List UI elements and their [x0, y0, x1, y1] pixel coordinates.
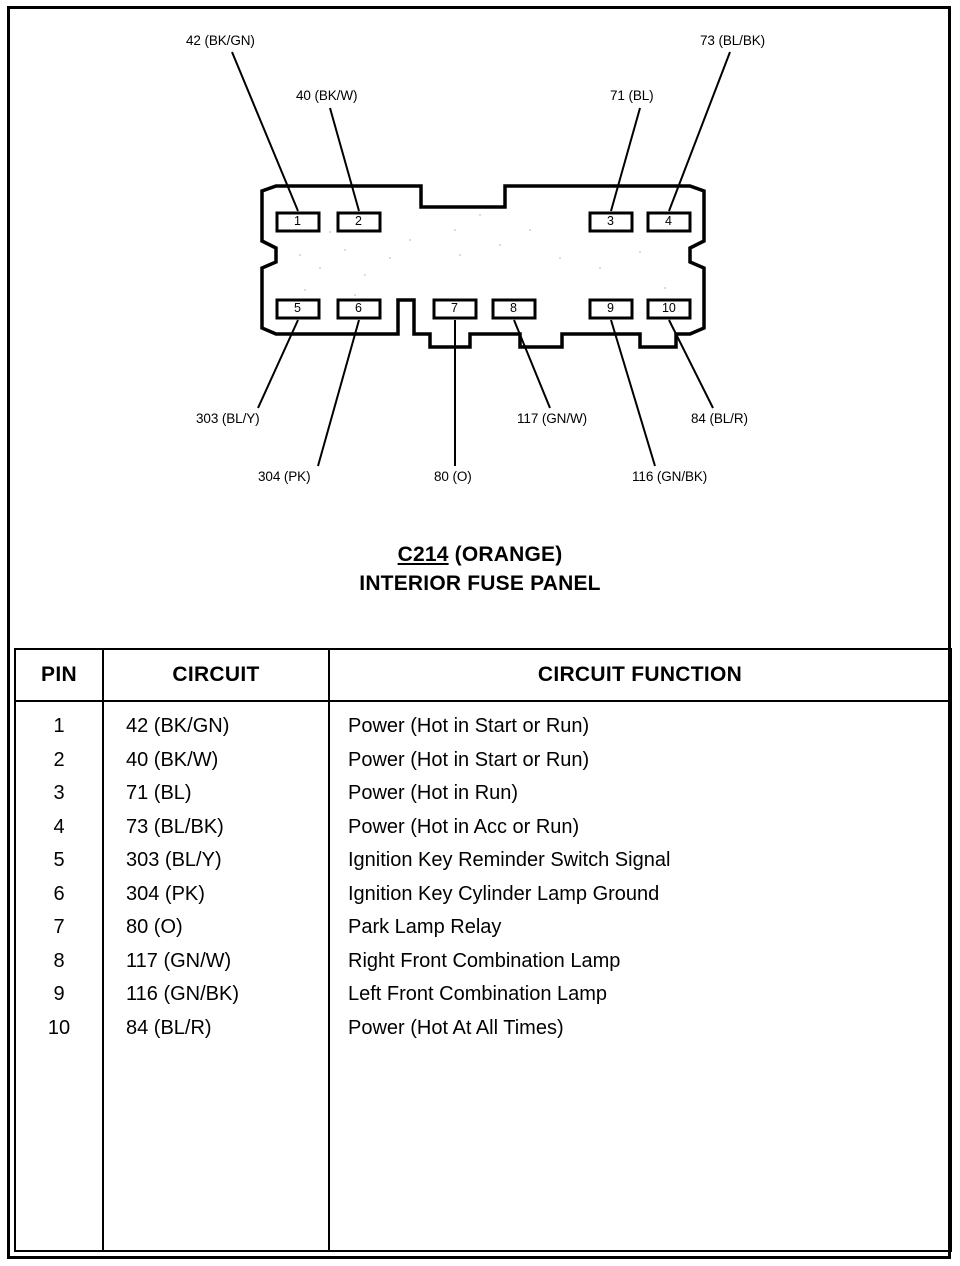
header-circuit-function: CIRCUIT FUNCTION [329, 649, 951, 701]
pin-number-4: 4 [665, 214, 672, 228]
pin-table-wrap [14, 648, 944, 1252]
header-circuit: CIRCUIT [103, 649, 329, 701]
callout-71-bl: 71 (BL) [610, 88, 654, 103]
pin-number-10: 10 [662, 301, 676, 315]
list-item: 73 (BL/BK) [126, 815, 224, 838]
callout-80-o: 80 (O) [434, 469, 472, 484]
list-item: 6 [53, 882, 65, 905]
list-item: 1 [53, 715, 65, 737]
pin-number-6: 6 [355, 301, 362, 315]
pin-number-7: 7 [451, 301, 458, 315]
pin-list [16, 710, 102, 1045]
pin-table [14, 648, 952, 1252]
circuit-column [103, 701, 329, 1251]
pin-column [15, 701, 103, 1251]
list-item: Park Lamp Relay [348, 916, 502, 938]
header-pin: PIN [15, 649, 103, 701]
list-item: 117 (GN/W) [126, 949, 232, 972]
list-item: 116 (GN/BK) [126, 983, 239, 1005]
list-item: 303 (BL/Y) [126, 849, 222, 871]
callout-304-pk: 304 (PK) [258, 469, 311, 484]
list-item: 40 (BK/W) [126, 748, 219, 771]
pin-number-8: 8 [510, 301, 517, 315]
list-item: 8 [53, 949, 65, 972]
list-item: Ignition Key Cylinder Lamp Ground [348, 882, 660, 905]
list-item: 304 (PK) [126, 882, 205, 905]
list-item: 9 [53, 983, 65, 1005]
callout-303-bl-y: 303 (BL/Y) [196, 411, 260, 426]
list-item: Power (Hot At All Times) [348, 1016, 564, 1039]
list-item: Power (Hot in Acc or Run) [348, 815, 580, 838]
list-item: 2 [53, 748, 65, 771]
list-item: Ignition Key Reminder Switch Signal [348, 849, 671, 871]
list-item: 5 [53, 849, 65, 871]
callout-73-bl-bk: 73 (BL/BK) [700, 33, 766, 48]
list-item: Right Front Combination Lamp [348, 949, 621, 972]
list-item: 4 [53, 815, 65, 838]
list-item: 71 (BL) [126, 782, 192, 804]
pin-number-3: 3 [607, 214, 614, 228]
list-item: Power (Hot in Start or Run) [348, 715, 590, 737]
connector-id-title [0, 543, 960, 567]
callout-117-gn-w: 117 (GN/W) [517, 411, 588, 426]
callout-42-bk-gn: 42 (BK/GN) [186, 33, 255, 48]
connector-id: C214 [397, 543, 449, 566]
list-item: 84 (BL/R) [126, 1016, 212, 1039]
list-item: 10 [47, 1016, 71, 1039]
callout-40-bk-w: 40 (BK/W) [296, 88, 358, 103]
circuit-list [104, 710, 328, 1045]
pin-number-5: 5 [294, 301, 301, 315]
connector-subtitle: INTERIOR FUSE PANEL [359, 572, 601, 595]
list-item: 42 (BK/GN) [126, 715, 230, 737]
list-item: 3 [53, 782, 65, 804]
callout-116-gn-bk: 116 (GN/BK) [632, 469, 708, 484]
list-item: Power (Hot in Run) [348, 782, 519, 804]
table-body-row [15, 701, 951, 1251]
pin-number-1: 1 [294, 214, 301, 228]
list-item: Power (Hot in Start or Run) [348, 748, 590, 771]
circuit-function-column [329, 701, 951, 1251]
list-item: 80 (O) [126, 916, 183, 938]
callout-84-bl-r: 84 (BL/R) [691, 411, 748, 426]
diagram-title-block [0, 543, 960, 596]
table-header-row [15, 649, 951, 701]
connector-color: (ORANGE) [448, 543, 563, 566]
pin-number-9: 9 [607, 301, 614, 315]
list-item: 7 [53, 916, 65, 938]
circuit-function-list [330, 710, 950, 1045]
pin-number-2: 2 [355, 214, 362, 228]
list-item: Left Front Combination Lamp [348, 983, 608, 1005]
